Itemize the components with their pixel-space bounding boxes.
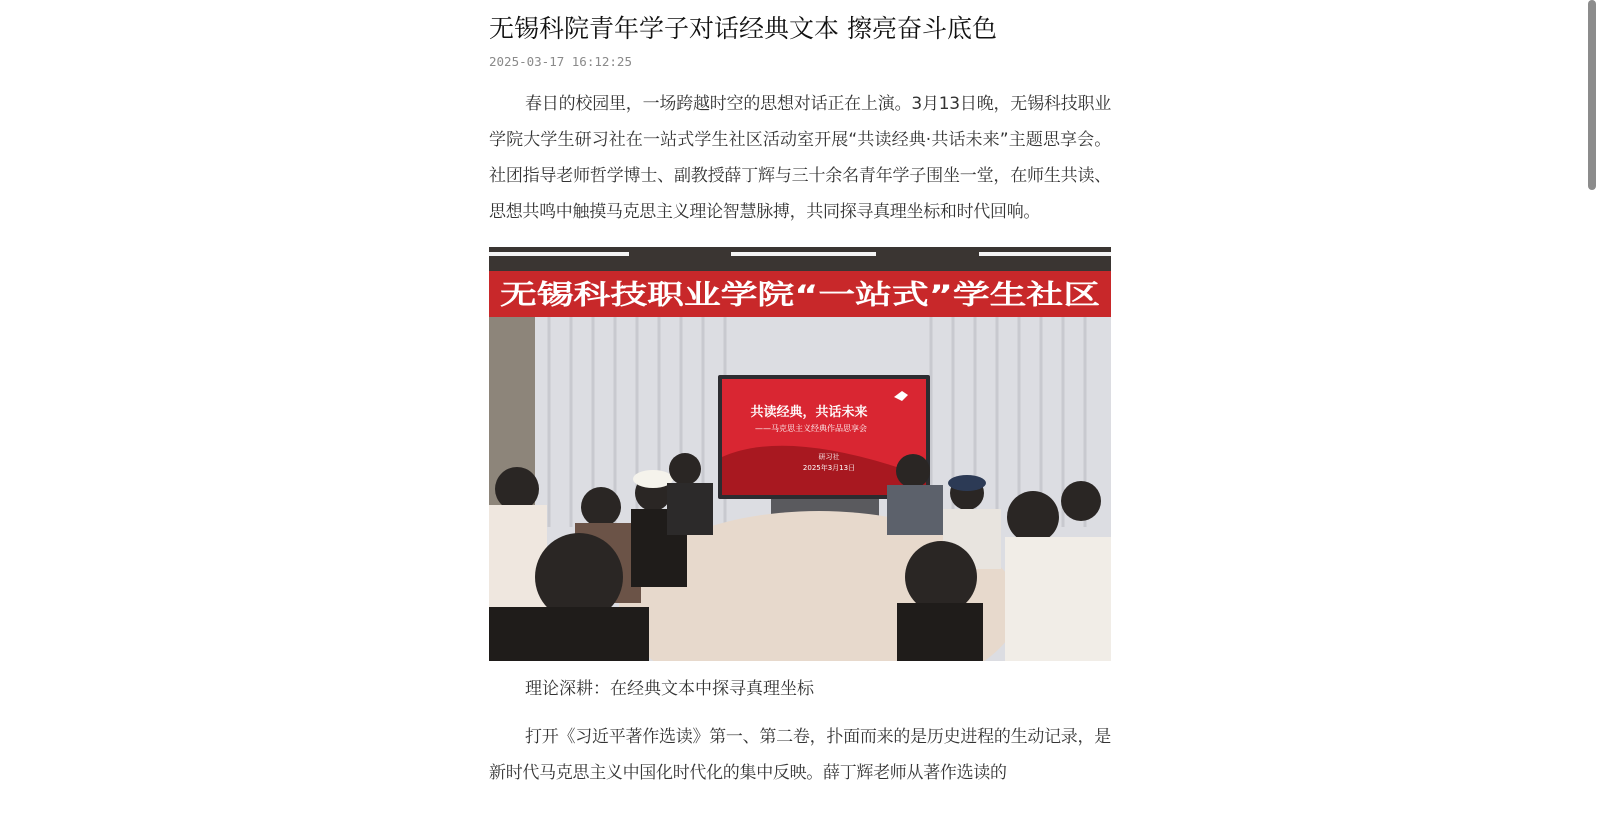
screen-subtitle: ——马克思主义经典作品思享会 — [755, 424, 867, 433]
article-title: 无锡科院青年学子对话经典文本 擦亮奋斗底色 — [489, 14, 997, 43]
paragraph-intro: 春日的校园里，一场跨越时空的思想对话正在上演。3月13日晚，无锡科技职业学院大学生研习社在一站式学生社区活动室开展“共读经典·共话未来”主题思享会。社团指导老师哲学博士、副教授薛丁辉与三十余名青年学子围坐一堂，在师生共读、思想共鸣中触摸马克思主义理论智慧脉搏，共同探寻真理坐标和时代回响。 — [489, 94, 1111, 222]
screen-date: 2025年3月13日 — [802, 464, 856, 472]
article — [489, 0, 1111, 791]
seminar-photo-illustration — [489, 247, 1111, 661]
screen-title: 共读经典，共话未来 — [750, 405, 868, 420]
screen-org: 研习社 — [818, 453, 840, 461]
banner-text: 无锡科技职业学院“一站式”学生社区 — [500, 280, 941, 311]
publish-date: 2025-03-17 16:12:25 — [489, 54, 632, 69]
photo-caption: 理论深耕：在经典文本中探寻真理坐标 — [525, 679, 814, 699]
paragraph-body: 打开《习近平著作选读》第一、第二卷，扑面而来的是历史进程的生动记录，是新时代马克思主义中国化时代化的集中反映。薛丁辉老师从著作选读的 — [489, 727, 1111, 783]
vertical-scrollbar[interactable] — [1584, 0, 1600, 819]
article-photo — [489, 247, 1111, 661]
scrollbar-thumb[interactable] — [1588, 0, 1596, 190]
